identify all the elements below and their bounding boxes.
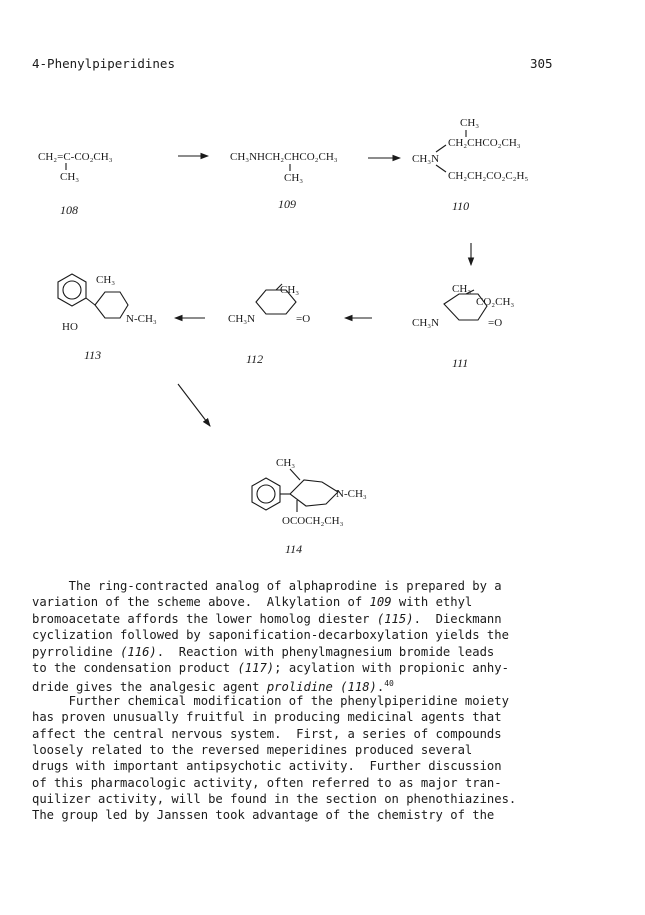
compound-111-carbonyl: =O <box>488 317 503 329</box>
compound-112-nitrogen: CH₃N <box>228 313 256 325</box>
page-number: 305 <box>530 56 553 71</box>
compound-114-label: 114 <box>285 542 303 556</box>
compound-109 <box>230 151 338 211</box>
ref-117: (117) <box>237 660 275 675</box>
compound-113-aromatic-circle <box>63 281 81 299</box>
ref-109: 109 <box>369 595 392 610</box>
compound-114-phenyl-ring <box>252 478 280 510</box>
paragraph-1-line-6: to the condensation product (117); acylation with propionic anhy- <box>32 660 509 675</box>
compound-110 <box>412 117 528 213</box>
compound-112 <box>228 284 310 366</box>
compound-114-aromatic-circle <box>257 485 275 503</box>
compound-113-label: 113 <box>84 348 102 362</box>
compound-110-label: 110 <box>452 199 470 213</box>
ref-116: (116) <box>120 644 157 659</box>
compound-108-label: 108 <box>60 203 78 217</box>
compound-113-hydroxyl: HO <box>62 321 78 333</box>
paragraph-2-line-7: quilizer activity, will be found in the section on phenothiazines. <box>32 792 517 807</box>
compound-111-ester: CO₂CH₃ <box>476 296 515 308</box>
compound-113-phenyl-ring <box>58 274 86 306</box>
paragraph-2-line-8: The group led by Janssen took advantage of the chemistry of the <box>32 808 495 823</box>
compound-114 <box>252 457 367 556</box>
paragraph-2-line-1: Further chemical modification of the phenylpiperidine moiety <box>32 693 509 708</box>
paragraph-2-line-2: has proven unusually fruitful in producing medicinal agents that <box>32 710 502 725</box>
compound-113 <box>58 274 157 362</box>
compound-110-methyl: CH₃ <box>460 117 480 129</box>
paragraph-1-line-4: cyclization followed by saponification-decarboxylation yields the <box>32 628 509 643</box>
compound-114-ester: OCOCH₂CH₃ <box>282 515 344 527</box>
paragraph-1-line-3: bromoacetate affords the lower homolog diester (115). Dieckmann <box>32 611 502 626</box>
paragraph-1-line-1: The ring-contracted analog of alphaprodine is prepared by a <box>32 579 502 593</box>
compound-109-formula: CH₃NHCH₂CHCO₂CH₃ <box>230 151 338 163</box>
compound-110-bond-upper <box>436 145 446 152</box>
compound-113-methyl: CH₃ <box>96 274 116 286</box>
compound-112-methyl: CH₃ <box>280 284 300 296</box>
body-text <box>32 578 632 824</box>
compound-109-label: 109 <box>278 197 296 211</box>
compound-114-methyl: CH₃ <box>276 457 296 469</box>
compound-113-bond-phenyl <box>86 298 95 305</box>
compound-108 <box>38 151 113 217</box>
compound-113-nitrogen: N-CH₃ <box>126 313 157 325</box>
compound-111-label: 111 <box>452 356 469 370</box>
paragraph-2-line-4: loosely related to the reversed meperidines produced several <box>32 742 473 757</box>
compound-111 <box>412 283 514 370</box>
ref-prolidine-118: prolidine (118) <box>266 680 377 695</box>
paragraph-1-line-2: variation of the scheme above. Alkylation of 109 with ethyl <box>32 595 473 610</box>
paragraph-2-line-3: affect the central nervous system. First, a series of compounds <box>32 726 502 741</box>
compound-110-nitrogen: CH₃N <box>412 153 440 165</box>
compound-108-methyl: CH₃ <box>60 171 80 183</box>
compound-110-upper-chain: CH₂CHCO₂CH₃ <box>448 137 521 149</box>
compound-110-lower-chain: CH₂CH₂CO₂C₂H₅ <box>448 170 529 182</box>
compound-111-nitrogen: CH₃N <box>412 317 440 329</box>
paragraph-1-line-7: dride gives the analgesic agent prolidine (118).$^{40}$ <box>32 679 394 695</box>
footnote-ref-40: 40 <box>384 679 394 689</box>
paragraph-2-line-5: drugs with important antipsychotic activity. Further discussion <box>32 759 502 774</box>
compound-111-methyl: CH₃ <box>452 283 472 295</box>
compound-110-bond-lower <box>436 165 446 172</box>
compound-113-piperidine-ring <box>95 292 128 318</box>
compound-112-label: 112 <box>246 352 264 366</box>
compound-114-nitrogen: N-CH₃ <box>336 488 367 500</box>
compound-114-bond-methyl <box>290 469 300 480</box>
paragraph-2-line-6: of this pharmacologic activity, often referred to as major tran- <box>32 775 502 790</box>
running-title: 4-Phenylpiperidines <box>32 56 175 71</box>
ref-115: (115) <box>376 611 414 626</box>
paragraph-1-line-5: pyrrolidine (116). Reaction with phenylmagnesium bromide leads <box>32 644 495 659</box>
compound-108-formula: CH₂=C-CO₂CH₃ <box>38 151 113 163</box>
compound-112-carbonyl: =O <box>296 313 311 325</box>
compound-109-methyl: CH₃ <box>284 172 304 184</box>
arrow-113-to-114 <box>178 384 210 426</box>
